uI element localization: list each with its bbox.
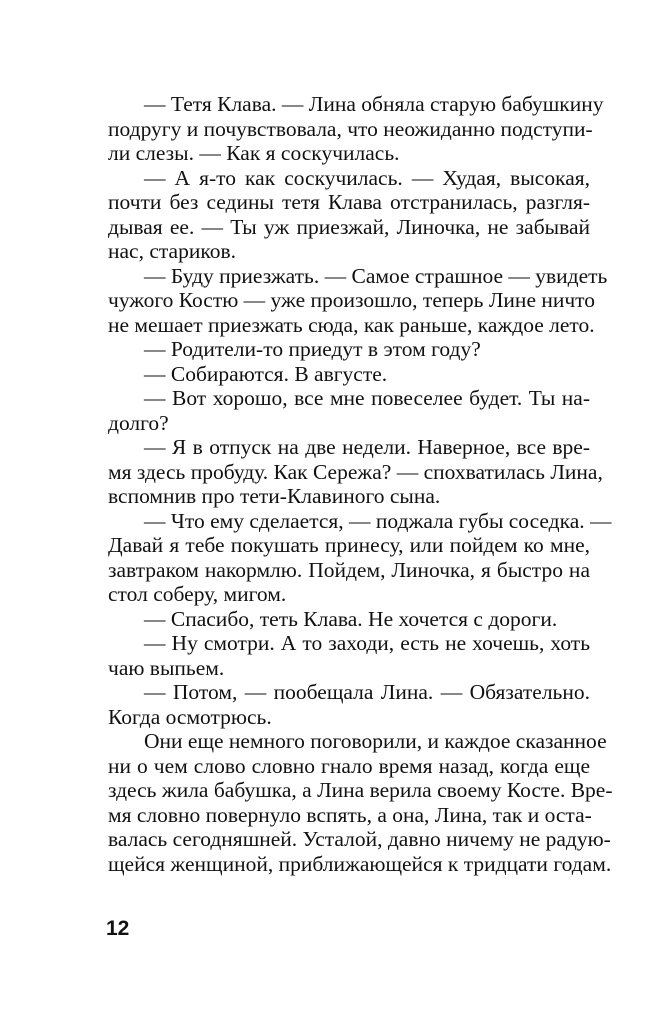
text-line: — Спасибо, теть Клава. Не хочется с дороги. [144, 606, 558, 631]
text-line: нас, стариков. [108, 239, 236, 263]
text-line: — Потом, — пообещала Лина. — Обязательно. [144, 680, 590, 704]
paragraph [108, 337, 590, 362]
paragraph [108, 607, 590, 632]
text-line: чаю выпьем. [108, 655, 225, 680]
text-line: долго? [108, 410, 169, 435]
text-line: стол соберу, мигом. [108, 582, 287, 606]
paragraph [108, 263, 608, 338]
text-line: мя здесь пробуду. Как Сережа? — спохватилась Лина, [108, 459, 603, 484]
text-line: щейся женщиной, приближающейся к тридцати годам. [108, 851, 612, 876]
paragraph [108, 386, 590, 435]
text-line: почти без седины тетя Клава отстранилась, разгля- [108, 190, 590, 214]
text-line: — Буду приезжать. — Самое страшное — увидеть [144, 263, 608, 288]
text-line: — Вот хорошо, все мне повеселее будет. Ты на- [144, 386, 590, 410]
paragraph [108, 362, 590, 387]
text-line: — Я в отпуск на две недели. Наверное, все вре- [144, 435, 590, 459]
text-line: чужого Костю — уже произошло, теперь Лине ничто [108, 288, 596, 312]
text-line: здесь жила бабушка, а Лина верила своему Косте. Вре- [108, 778, 613, 802]
text-line: дывая ее. — Ты уж приезжай, Линочка, не забывай [108, 214, 590, 239]
text-line: — Родители-то приедут в этом году? [144, 337, 481, 361]
paragraph [108, 435, 603, 509]
paragraph [108, 680, 590, 729]
paragraph [108, 631, 590, 680]
text-line: подругу и почувствовала, что неожиданно подступи- [108, 116, 593, 141]
text-line: Когда осмотрюсь. [108, 704, 272, 729]
text-line: вспомнив про тети-Клавиного сына. [108, 484, 441, 508]
text-line: ли слезы. — Как я соскучилась. [108, 141, 400, 165]
text-line: мя словно повернуло вспять, а она, Лина, так и оста- [108, 802, 592, 827]
paragraph [108, 166, 590, 264]
paragraph [108, 508, 612, 607]
paragraph [108, 92, 604, 166]
text-line: — Тетя Клава. — Лина обняла старую бабушкину [144, 92, 604, 116]
text-line: — Ну смотри. А то заходи, есть не хочешь, хоть [144, 631, 590, 655]
page-number: 12 [106, 917, 130, 940]
text-line: валась сегодняшней. Усталой, давно ничему не радую- [108, 827, 611, 851]
text-line: завтраком накормлю. Пойдем, Линочка, я быстро на [108, 557, 590, 582]
body-text [108, 92, 613, 876]
text-line: Давай я тебе покушать принесу, или пойдем ко мне, [108, 533, 590, 557]
text-line: — А я-то как соскучилась. — Худая, высокая, [144, 165, 590, 190]
text-line: — Собираются. В августе. [144, 361, 388, 386]
text-line: ни о чем слово словно гнало время назад, когда еще [108, 753, 590, 778]
text-line: не мешает приезжать сюда, как раньше, каждое лето. [108, 312, 595, 337]
paragraph [108, 729, 613, 876]
text-line: — Что ему сделается, — поджала губы соседка. — [144, 508, 612, 533]
text-line: Они еще немного поговорили, и каждое сказанное [144, 729, 607, 753]
